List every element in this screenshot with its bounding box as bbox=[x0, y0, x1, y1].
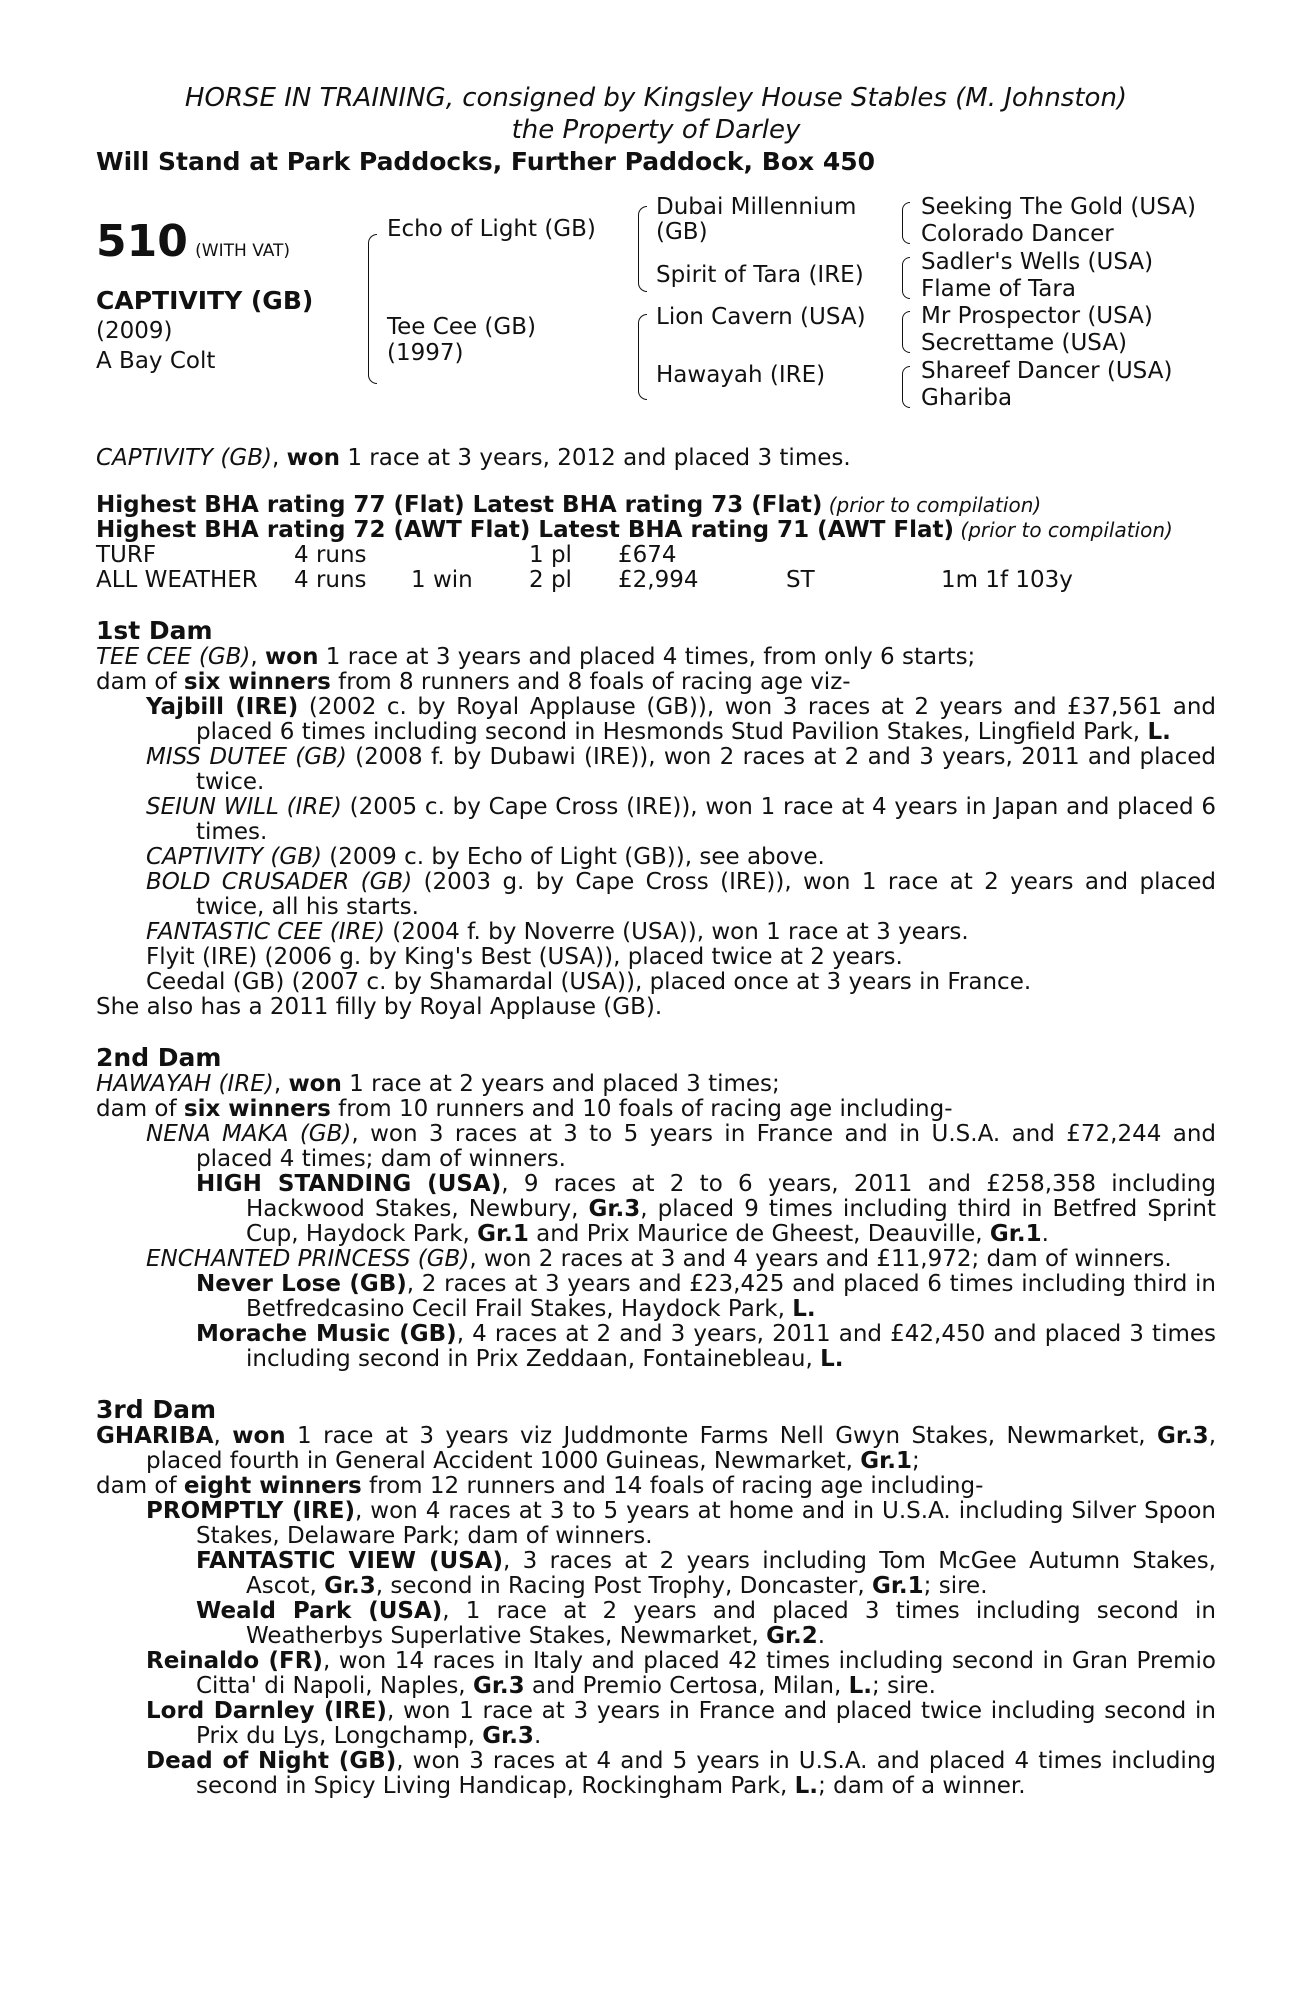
produce-entry: Ceedal (GB) (2007 c. by Shamardal (USA)), placed once at 3 years in France. bbox=[146, 969, 1032, 995]
dam-produce: dam of eight winners from 12 runners and 14 foals of racing age including- bbox=[96, 1473, 984, 1499]
produce-entry: Lord Darnley (IRE), won 1 race at 3 years in France and placed twice including second in Prix du Lys, Longchamp, Gr.3. bbox=[146, 1698, 1216, 1749]
dam-record: TEE CEE (GB), won 1 race at 3 years and placed 4 times, from only 6 starts; bbox=[96, 644, 976, 670]
great-granddam: Flame of Tara bbox=[921, 276, 1076, 302]
consignor-line: HORSE IN TRAINING, consigned by Kingsley House Stables (M. Johnston) bbox=[184, 83, 1128, 113]
lot-number: 510 bbox=[96, 216, 188, 267]
sire-sire: Dubai Millennium bbox=[656, 194, 857, 220]
section-heading: 3rd Dam bbox=[96, 1395, 216, 1424]
produce-entry: ENCHANTED PRINCESS (GB), won 2 races at 3 and 4 years and £11,972; dam of winners. bbox=[146, 1246, 1172, 1272]
produce-entry: Dead of Night (GB), won 3 races at 4 and 5 years in U.S.A. and placed 4 times including second in Spicy Living Handicap, Rockingham Park, L.; dam of a winner. bbox=[146, 1748, 1217, 1799]
dam-produce: dam of six winners from 8 runners and 8 foals of racing age viz- bbox=[96, 669, 851, 695]
great-granddam: Ghariba bbox=[921, 385, 1013, 411]
pedigree-brace bbox=[368, 234, 377, 384]
race-record-all-weather: ALL WEATHER 4 runs 1 win 2 pl £2,994 ST 1m 1f 103y bbox=[96, 567, 1073, 593]
dam-produce: dam of six winners from 10 runners and 10 foals of racing age including- bbox=[96, 1096, 953, 1122]
dam: Tee Cee (GB) bbox=[387, 314, 536, 340]
produce-entry: HIGH STANDING (USA), 9 races at 2 to 6 years, 2011 and £258,358 including Hackwood Stakes, Newbury, Gr.3, placed 9 times including third in Betfred Sprint Cup, Haydock Park, Gr.1 and Prix Maurice de Gheest, Deauville, Gr.1. bbox=[196, 1171, 1216, 1247]
produce-entry: FANTASTIC CEE (IRE) (2004 f. by Noverre (USA)), won 1 race at 3 years. bbox=[146, 919, 969, 945]
vat-label: (WITH VAT) bbox=[195, 241, 291, 261]
section-heading: 2nd Dam bbox=[96, 1043, 222, 1072]
stand-location: Will Stand at Park Paddocks, Further Paddock, Box 450 bbox=[96, 147, 876, 176]
pedigree-block bbox=[96, 192, 1216, 442]
dam-sire: Lion Cavern (USA) bbox=[656, 304, 866, 330]
produce-entry: Yajbill (IRE) (2002 c. by Royal Applause (GB)), won 3 races at 2 years and £37,561 and placed 6 times including second in Hesmonds Stud Pavilion Stakes, Lingfield Park, L. bbox=[146, 694, 1217, 745]
section-heading: 1st Dam bbox=[96, 616, 213, 645]
pedigree-brace bbox=[902, 257, 910, 299]
rating-awt: Highest BHA rating 72 (AWT Flat) Latest BHA rating 71 (AWT Flat) (prior to compilation) bbox=[96, 517, 1173, 543]
horse-description: A Bay Colt bbox=[96, 348, 216, 374]
dam-record: HAWAYAH (IRE), won 1 race at 2 years and placed 3 times; bbox=[96, 1071, 780, 1097]
great-granddam: Colorado Dancer bbox=[921, 221, 1114, 247]
pedigree-brace bbox=[638, 206, 647, 292]
produce-entry: NENA MAKA (GB), won 3 races at 3 to 5 years in France and in U.S.A. and £72,244 and placed 4 times; dam of winners. bbox=[146, 1121, 1216, 1172]
sire-sire-country: (GB) bbox=[656, 219, 708, 245]
produce-entry: SEIUN WILL (IRE) (2005 c. by Cape Cross (IRE)), won 1 race at 4 years in Japan and placed 6 times. bbox=[146, 794, 1216, 845]
produce-entry: PROMPTLY (IRE), won 4 races at 3 to 5 years at home and in U.S.A. including Silver Spoon Stakes, Delaware Park; dam of winners. bbox=[146, 1498, 1216, 1549]
pedigree-brace bbox=[638, 314, 647, 400]
produce-entry: MISS DUTEE (GB) (2008 f. by Dubawi (IRE)), won 2 races at 2 and 3 years, 2011 and placed twice. bbox=[146, 744, 1216, 795]
great-grandsire: Sadler's Wells (USA) bbox=[921, 249, 1154, 275]
race-summary: CAPTIVITY (GB), won 1 race at 3 years, 2012 and placed 3 times. bbox=[96, 445, 851, 471]
pedigree-brace bbox=[902, 366, 910, 408]
great-grandsire: Seeking The Gold (USA) bbox=[921, 194, 1196, 220]
produce-note: She also has a 2011 filly by Royal Applause (GB). bbox=[96, 994, 663, 1020]
dam-record: GHARIBA, won 1 race at 3 years viz Juddmonte Farms Nell Gwyn Stakes, Newmarket, Gr.3, placed fourth in General Accident 1000 Guineas, Newmarket, Gr.1; bbox=[96, 1423, 1216, 1474]
catalogue-page bbox=[96, 82, 1216, 1799]
horse-name: CAPTIVITY (GB) bbox=[96, 286, 314, 315]
property-line: the Property of Darley bbox=[511, 115, 801, 145]
produce-entry: Morache Music (GB), 4 races at 2 and 3 years, 2011 and £42,450 and placed 3 times including second in Prix Zeddaan, Fontainebleau, L. bbox=[196, 1321, 1216, 1372]
horse-year: (2009) bbox=[96, 318, 173, 344]
great-granddam: Secrettame (USA) bbox=[921, 330, 1128, 356]
great-grandsire: Mr Prospector (USA) bbox=[921, 303, 1153, 329]
sire-dam: Spirit of Tara (IRE) bbox=[656, 262, 864, 288]
pedigree-brace bbox=[902, 202, 910, 244]
sire: Echo of Light (GB) bbox=[387, 216, 596, 242]
dam-dam: Hawayah (IRE) bbox=[656, 362, 826, 388]
produce-entry: Reinaldo (FR), won 14 races in Italy and placed 42 times including second in Gran Premio Citta' di Napoli, Naples, Gr.3 and Premio Certosa, Milan, L.; sire. bbox=[146, 1648, 1216, 1699]
rating-flat: Highest BHA rating 77 (Flat) Latest BHA rating 73 (Flat) (prior to compilation) bbox=[96, 492, 1042, 518]
produce-entry: BOLD CRUSADER (GB) (2003 g. by Cape Cross (IRE)), won 1 race at 2 years and placed twice, all his starts. bbox=[146, 869, 1216, 920]
great-grandsire: Shareef Dancer (USA) bbox=[921, 358, 1173, 384]
produce-entry: FANTASTIC VIEW (USA), 3 races at 2 years including Tom McGee Autumn Stakes, Ascot, Gr.3, second in Racing Post Trophy, Doncaster, Gr.1; sire. bbox=[196, 1548, 1216, 1599]
produce-entry: Flyit (IRE) (2006 g. by King's Best (USA)), placed twice at 2 years. bbox=[146, 944, 903, 970]
produce-entry: Weald Park (USA), 1 race at 2 years and placed 3 times including second in Weatherbys Superlative Stakes, Newmarket, Gr.2. bbox=[196, 1598, 1216, 1649]
race-record-turf: TURF 4 runs 1 pl £674 bbox=[96, 542, 677, 568]
dam-year: (1997) bbox=[387, 340, 464, 366]
produce-entry: Never Lose (GB), 2 races at 3 years and £23,425 and placed 6 times including third in Betfredcasino Cecil Frail Stakes, Haydock Park, L. bbox=[196, 1271, 1216, 1322]
produce-entry: CAPTIVITY (GB) (2009 c. by Echo of Light (GB)), see above. bbox=[146, 844, 825, 870]
pedigree-brace bbox=[902, 311, 910, 353]
lot-header bbox=[96, 216, 290, 267]
